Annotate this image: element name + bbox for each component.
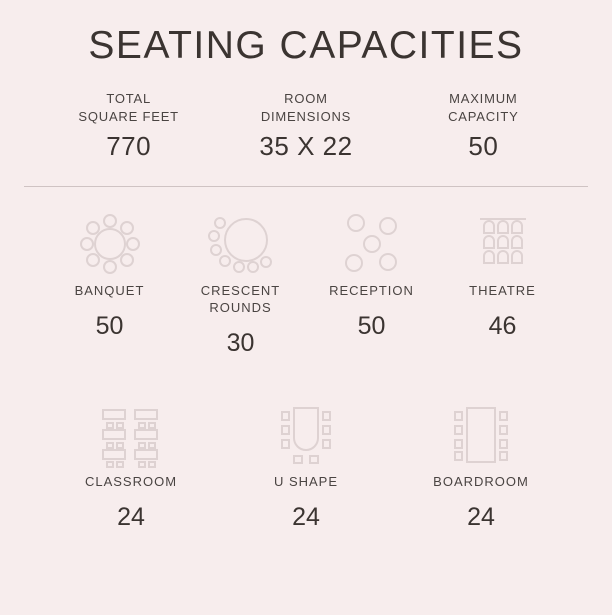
layout-cell-reception [306,205,437,358]
summary-label [395,90,572,125]
summary-stats [0,90,612,162]
layout-label-line1: BANQUET [74,283,145,299]
summary-total-square-feet [40,90,217,162]
theatre-icon [437,205,568,283]
layout-label-line1: U SHAPE [273,473,339,489]
summary-room-dimensions [217,90,394,162]
layout-grid-row-1 [0,187,612,372]
summary-label-line2: CAPACITY [448,108,519,124]
layout-label [306,283,437,300]
summary-label [217,90,394,125]
layout-value: 30 [226,328,255,357]
boardroom-icon [394,396,569,474]
layout-value: 24 [292,502,320,531]
layout-label-line1: CLASSROOM [84,473,178,489]
layout-grid-row-2 [0,378,612,546]
summary-label-line2: SQUARE FEET [78,108,179,124]
layout-label [219,474,394,491]
summary-label [40,90,217,125]
layout-label-line1: RECEPTION [329,283,414,299]
layout-label-line1: CRESCENT [200,283,281,299]
banquet-round-table-icon [44,205,175,283]
summary-label-line1: ROOM [284,91,328,106]
summary-label-line2: DIMENSIONS [260,108,352,124]
layout-value: 50 [357,312,386,341]
layout-cell-crescent-rounds [175,205,306,358]
layout-label-line1: BOARDROOM [433,473,529,489]
summary-maximum-capacity [395,90,572,162]
layout-cell-theatre [437,205,568,358]
summary-label-line1: MAXIMUM [449,91,518,106]
classroom-icon [44,396,219,474]
layout-cell-banquet [44,205,175,358]
u-shape-icon [219,396,394,474]
page-title: SEATING CAPACITIES [88,24,524,67]
crescent-rounds-icon [175,205,306,283]
summary-value: 770 [106,131,152,162]
layout-value: 50 [95,312,124,341]
layout-cell-u-shape [219,396,394,532]
layout-value: 24 [467,502,495,531]
layout-cell-boardroom [394,396,569,532]
layout-label [394,474,569,491]
summary-value: 35 X 22 [259,131,353,162]
layout-label-line2: ROUNDS [209,299,272,315]
layout-label [44,474,219,491]
layout-cell-classroom [44,396,219,532]
layout-label [437,283,568,300]
layout-value: 46 [488,312,517,341]
summary-value: 50 [468,131,499,162]
summary-label-line1: TOTAL [106,91,152,106]
layout-label [175,283,306,317]
layout-label-line1: THEATRE [469,283,536,299]
reception-icon [306,205,437,283]
layout-value: 24 [117,502,145,531]
layout-label [44,283,175,300]
